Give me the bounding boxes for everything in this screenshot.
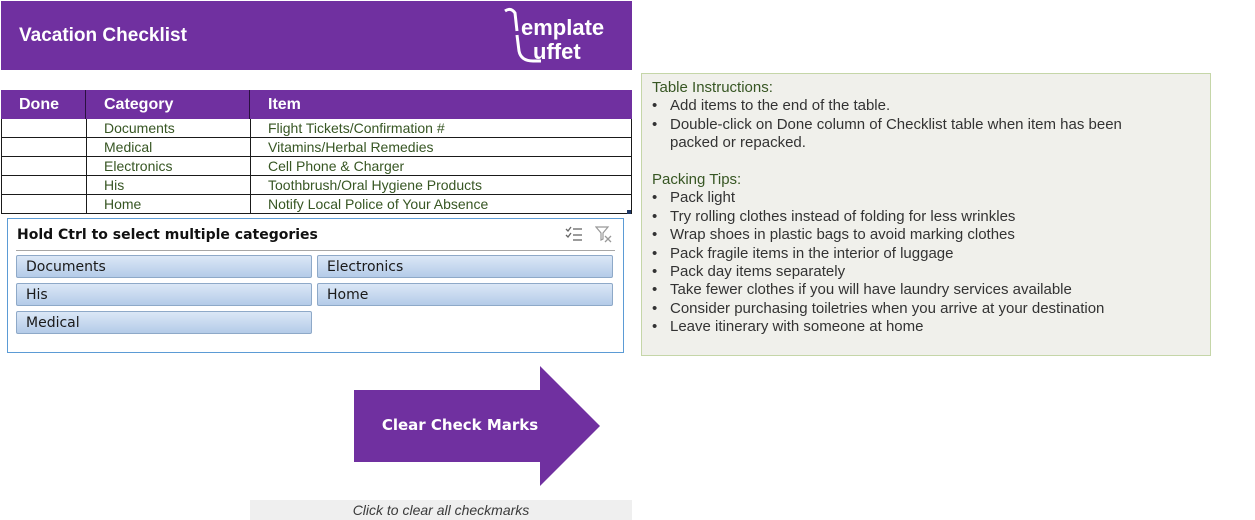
tip-item: • Take fewer clothes if you will have laundry services available xyxy=(652,281,1072,298)
item-cell[interactable]: Toothbrush/Oral Hygiene Products xyxy=(268,177,482,193)
table-resize-handle[interactable] xyxy=(627,210,631,214)
slicer-divider xyxy=(16,250,615,251)
table-row xyxy=(1,195,632,214)
tip-item: • Pack day items separately xyxy=(652,263,846,280)
tip-item: • Leave itinerary with someone at home xyxy=(652,318,924,335)
instructions-title: Table Instructions: xyxy=(652,79,773,96)
table-row xyxy=(1,176,632,195)
instruction-item-continued: packed or repacked. xyxy=(670,134,806,151)
template-buffet-logo xyxy=(501,5,629,65)
table-row xyxy=(1,119,632,138)
done-cell[interactable] xyxy=(2,195,87,213)
category-cell[interactable]: Documents xyxy=(87,119,251,137)
header-banner xyxy=(1,1,632,70)
instruction-item: • Add items to the end of the table. xyxy=(652,97,891,114)
tip-item: • Wrap shoes in plastic bags to avoid marking clothes xyxy=(652,226,1015,243)
item-cell[interactable]: Notify Local Police of Your Absence xyxy=(268,196,489,212)
page-title: Vacation Checklist xyxy=(19,25,187,46)
column-header-item[interactable]: Item xyxy=(268,96,301,113)
item-cell[interactable]: Vitamins/Herbal Remedies xyxy=(268,139,434,155)
column-header-done[interactable]: Done xyxy=(1,90,86,119)
item-cell[interactable]: Cell Phone & Charger xyxy=(268,158,405,174)
slicer-item-documents[interactable]: Documents xyxy=(16,255,312,278)
item-cell[interactable]: Flight Tickets/Confirmation # xyxy=(268,120,445,136)
category-cell[interactable]: Medical xyxy=(87,138,251,156)
category-cell[interactable]: Home xyxy=(87,195,251,213)
tip-item: • Try rolling clothes instead of folding for less wrinkles xyxy=(652,208,1016,225)
done-cell[interactable] xyxy=(2,138,87,156)
table-row xyxy=(1,138,632,157)
slicer-title: Hold Ctrl to select multiple categories xyxy=(17,227,318,243)
packing-tips-title: Packing Tips: xyxy=(652,171,742,188)
checklist-table xyxy=(1,90,632,214)
slicer-item-home[interactable]: Home xyxy=(317,283,613,306)
svg-text:uffet: uffet xyxy=(533,39,581,64)
done-cell[interactable] xyxy=(2,119,87,137)
category-cell[interactable]: Electronics xyxy=(87,157,251,175)
clear-filter-icon[interactable] xyxy=(595,225,613,243)
svg-text:emplate: emplate xyxy=(521,15,605,40)
table-row xyxy=(1,157,632,176)
slicer-item-medical[interactable]: Medical xyxy=(16,311,312,334)
clear-check-marks-label[interactable]: Clear Check Marks xyxy=(381,416,539,434)
slicer-item-electronics[interactable]: Electronics xyxy=(317,255,613,278)
tip-item: • Pack fragile items in the interior of luggage xyxy=(652,245,954,262)
tip-item: • Consider purchasing toiletries when you arrive at your destination xyxy=(652,300,1105,317)
category-cell[interactable]: His xyxy=(87,176,251,194)
multi-select-icon[interactable] xyxy=(565,225,583,243)
category-slicer xyxy=(7,218,624,353)
column-header-category[interactable]: Category xyxy=(86,90,250,119)
slicer-item-his[interactable]: His xyxy=(16,283,312,306)
instruction-item: • Double-click on Done column of Checklist table when item has been xyxy=(652,116,1122,133)
tip-item: • Pack light xyxy=(652,189,736,206)
clear-note: Click to clear all checkmarks xyxy=(250,500,632,520)
instructions-panel xyxy=(641,73,1211,356)
table-header xyxy=(1,90,632,119)
done-cell[interactable] xyxy=(2,157,87,175)
done-cell[interactable] xyxy=(2,176,87,194)
